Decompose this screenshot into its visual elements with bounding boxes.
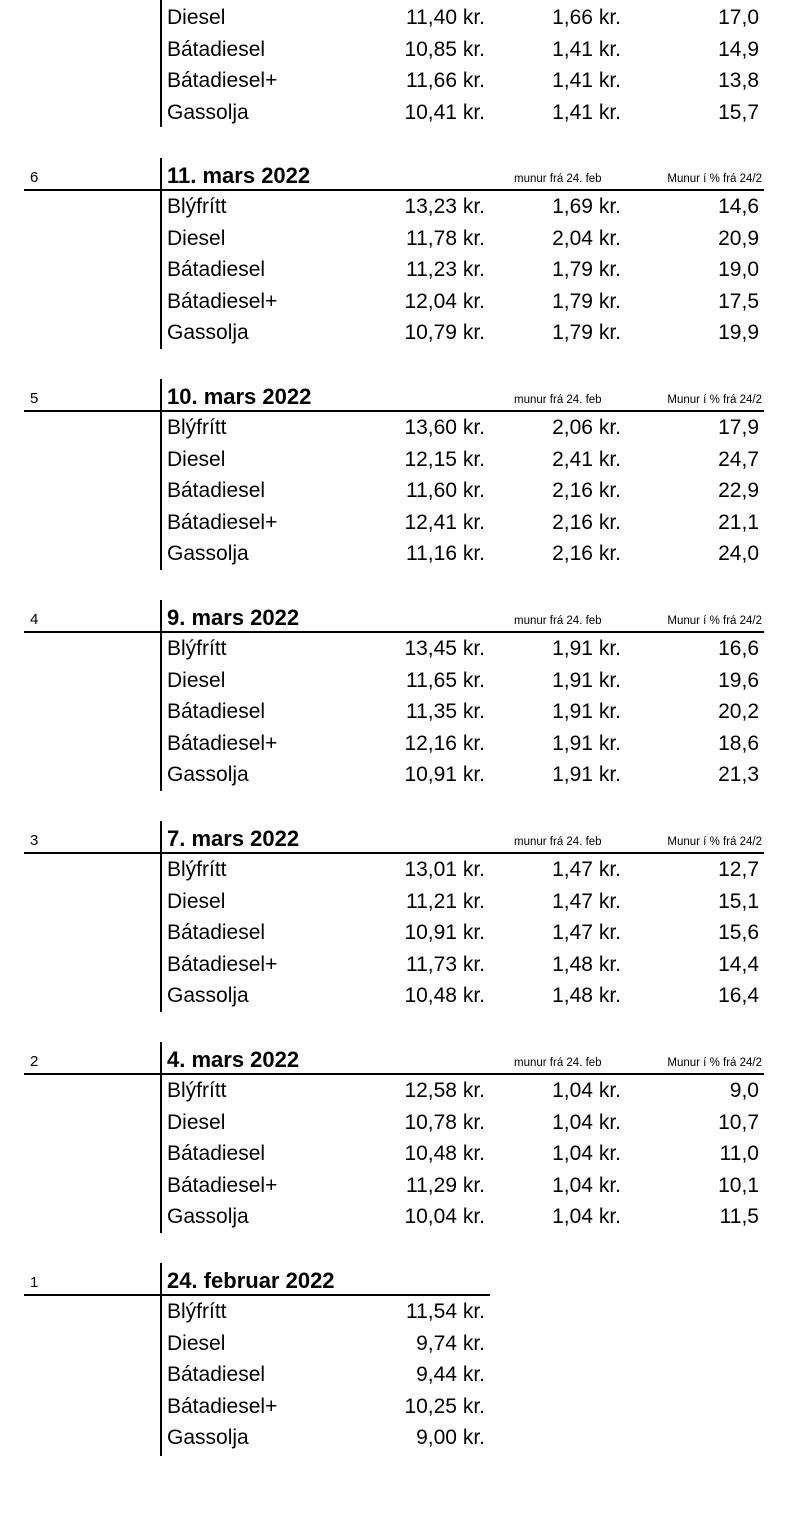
header-underline	[24, 852, 764, 854]
fuel-name: Gassolja	[167, 1205, 249, 1228]
fuel-name: Bátadiesel+	[167, 1173, 278, 1197]
fuel-price: 12,16 kr.	[404, 731, 485, 755]
percent-change: 10,7	[718, 1110, 759, 1134]
column-header-percent: Munur í % frá 24/2	[667, 173, 762, 185]
table-row	[0, 67, 798, 98]
fuel-name: Bátadiesel+	[167, 952, 278, 976]
table-row	[0, 99, 798, 130]
fuel-price: 10,78 kr.	[404, 1110, 485, 1134]
date-heading: 9. mars 2022	[167, 605, 300, 630]
price-difference: 1,69 kr.	[552, 195, 621, 218]
fuel-price: 11,23 kr.	[406, 258, 485, 281]
fuel-name: Gassolja	[167, 100, 249, 124]
table-row	[0, 446, 798, 477]
column-header-percent: Munur í % frá 24/2	[667, 615, 762, 627]
fuel-name: Bátadiesel+	[167, 510, 278, 534]
fuel-name: Bátadiesel	[167, 1142, 266, 1165]
price-difference: 1,04 kr.	[552, 1142, 621, 1165]
fuel-price: 13,45 kr.	[404, 637, 485, 660]
table-row	[0, 540, 798, 571]
percent-change: 9,0	[729, 1079, 759, 1102]
fuel-name: Bátadiesel	[167, 479, 266, 502]
price-difference: 2,16 kr.	[552, 479, 621, 502]
table-row	[0, 288, 798, 319]
price-difference: 1,91 kr.	[552, 763, 621, 786]
fuel-price: 11,21 kr.	[406, 889, 485, 913]
row-number: 1	[30, 1274, 39, 1291]
fuel-price: 11,29 kr.	[406, 1173, 485, 1197]
percent-change: 13,8	[718, 69, 759, 92]
price-difference: 1,79 kr.	[552, 258, 621, 281]
fuel-price: 13,60 kr.	[404, 416, 485, 439]
table-row	[0, 888, 798, 919]
percent-change: 24,0	[718, 542, 759, 565]
row-number: 2	[30, 1053, 39, 1070]
fuel-price: 10,91 kr.	[404, 921, 485, 944]
date-heading: 11. mars 2022	[167, 163, 311, 188]
column-header-percent: Munur í % frá 24/2	[667, 394, 762, 406]
fuel-name: Gassolja	[167, 763, 249, 786]
date-heading: 10. mars 2022	[167, 384, 312, 409]
fuel-name: Bátadiesel	[167, 921, 266, 944]
column-header-difference: munur frá 24. feb	[514, 394, 602, 406]
fuel-name: Gassolja	[167, 321, 249, 344]
fuel-name: Diesel	[167, 1110, 226, 1134]
table-row	[0, 1077, 798, 1108]
price-difference: 1,41 kr.	[552, 69, 621, 92]
price-difference: 2,41 kr.	[552, 447, 621, 471]
fuel-name: Bátadiesel+	[167, 1394, 278, 1418]
fuel-price: 13,01 kr.	[404, 858, 485, 881]
table-row	[0, 1172, 798, 1203]
table-row	[0, 225, 798, 256]
table-row	[0, 667, 798, 698]
table-row	[0, 951, 798, 982]
percent-change: 20,9	[718, 226, 759, 250]
fuel-price: 10,25 kr.	[404, 1394, 485, 1418]
column-header-difference: munur frá 24. feb	[514, 836, 602, 848]
price-difference: 1,04 kr.	[552, 1079, 621, 1102]
price-difference: 1,47 kr.	[552, 889, 621, 913]
percent-change: 15,6	[718, 921, 759, 944]
percent-change: 14,6	[718, 195, 759, 218]
fuel-price: 10,79 kr.	[404, 321, 485, 344]
fuel-name: Diesel	[167, 6, 226, 29]
percent-change: 11,5	[719, 1205, 759, 1228]
percent-change: 15,1	[718, 889, 759, 913]
fuel-name: Gassolja	[167, 542, 249, 565]
row-number: 4	[30, 611, 39, 628]
table-row	[0, 635, 798, 666]
price-difference: 1,04 kr.	[552, 1205, 621, 1228]
fuel-name: Blýfrítt	[167, 195, 227, 218]
fuel-name: Bátadiesel+	[167, 69, 278, 92]
price-difference: 2,16 kr.	[552, 510, 621, 534]
table-row	[0, 698, 798, 729]
table-row	[0, 36, 798, 67]
percent-change: 16,6	[718, 637, 759, 660]
price-difference: 2,04 kr.	[552, 226, 621, 250]
column-header-percent: Munur í % frá 24/2	[667, 1057, 762, 1069]
table-row	[0, 193, 798, 224]
table-row	[0, 414, 798, 445]
fuel-price: 10,85 kr.	[404, 37, 485, 61]
fuel-price: 11,54 kr.	[406, 1300, 485, 1323]
fuel-name: Bátadiesel	[167, 258, 266, 281]
fuel-name: Diesel	[167, 226, 226, 250]
fuel-price: 13,23 kr.	[404, 195, 485, 218]
table-row	[0, 4, 798, 35]
header-underline	[24, 189, 764, 191]
fuel-name: Blýfrítt	[167, 1079, 227, 1102]
price-difference: 1,04 kr.	[552, 1110, 621, 1134]
price-difference: 1,48 kr.	[552, 952, 621, 976]
table-row	[0, 761, 798, 792]
fuel-price: 12,58 kr.	[404, 1079, 485, 1102]
fuel-name: Bátadiesel+	[167, 731, 278, 755]
fuel-name: Gassolja	[167, 1426, 249, 1449]
percent-change: 18,6	[718, 731, 759, 755]
fuel-name: Diesel	[167, 447, 226, 471]
fuel-price: 10,91 kr.	[404, 763, 485, 786]
fuel-name: Blýfrítt	[167, 416, 227, 439]
percent-change: 21,1	[718, 510, 759, 534]
table-row	[0, 730, 798, 761]
fuel-price: 10,48 kr.	[404, 984, 485, 1007]
percent-change: 17,9	[718, 416, 759, 439]
percent-change: 19,0	[718, 258, 759, 281]
fuel-price: 10,48 kr.	[404, 1142, 485, 1165]
percent-change: 16,4	[718, 984, 759, 1007]
table-row	[0, 1393, 798, 1424]
fuel-price: 9,44 kr.	[416, 1363, 485, 1386]
price-difference: 1,79 kr.	[552, 289, 621, 313]
header-underline	[24, 410, 764, 412]
price-difference: 1,41 kr.	[552, 37, 621, 61]
fuel-name: Gassolja	[167, 984, 249, 1007]
percent-change: 17,5	[718, 289, 759, 313]
fuel-price: 10,41 kr.	[404, 100, 485, 124]
header-underline	[24, 1073, 764, 1075]
fuel-name: Bátadiesel	[167, 700, 266, 723]
price-difference: 1,66 kr.	[552, 6, 621, 29]
column-header-difference: munur frá 24. feb	[514, 615, 602, 627]
percent-change: 24,7	[718, 447, 759, 471]
table-row	[0, 1298, 798, 1329]
fuel-price: 12,15 kr.	[404, 447, 485, 471]
table-row	[0, 1140, 798, 1171]
percent-change: 21,3	[718, 763, 759, 786]
price-difference: 1,48 kr.	[552, 984, 621, 1007]
percent-change: 17,0	[718, 6, 759, 29]
fuel-price: 11,73 kr.	[406, 952, 485, 976]
row-number: 3	[30, 832, 39, 849]
table-row	[0, 1109, 798, 1140]
date-heading: 24. februar 2022	[167, 1268, 335, 1293]
fuel-name: Diesel	[167, 668, 226, 692]
percent-change: 19,6	[718, 668, 759, 692]
table-row	[0, 856, 798, 887]
table-row	[0, 509, 798, 540]
date-heading: 4. mars 2022	[167, 1047, 300, 1072]
fuel-price: 12,04 kr.	[404, 289, 485, 313]
percent-change: 10,1	[718, 1173, 759, 1197]
date-heading: 7. mars 2022	[167, 826, 300, 851]
fuel-price: 11,65 kr.	[406, 668, 485, 692]
fuel-price: 11,78 kr.	[406, 226, 485, 250]
fuel-price: 9,74 kr.	[416, 1331, 485, 1355]
table-row	[0, 1361, 798, 1392]
percent-change: 11,0	[719, 1142, 759, 1165]
price-difference: 1,41 kr.	[552, 100, 621, 124]
table-row	[0, 982, 798, 1013]
percent-change: 15,7	[718, 100, 759, 124]
price-difference: 1,91 kr.	[552, 668, 621, 692]
price-difference: 1,91 kr.	[552, 637, 621, 660]
price-difference: 1,47 kr.	[552, 921, 621, 944]
percent-change: 22,9	[718, 479, 759, 502]
price-difference: 1,47 kr.	[552, 858, 621, 881]
table-row	[0, 256, 798, 287]
percent-change: 20,2	[718, 700, 759, 723]
fuel-price: 12,41 kr.	[404, 510, 485, 534]
header-underline	[24, 1294, 490, 1296]
table-row	[0, 919, 798, 950]
table-row	[0, 1424, 798, 1455]
price-difference: 2,16 kr.	[552, 542, 621, 565]
fuel-price: 11,66 kr.	[406, 69, 485, 92]
table-row	[0, 477, 798, 508]
row-number: 6	[30, 169, 39, 186]
price-difference: 1,91 kr.	[552, 700, 621, 723]
percent-change: 14,9	[718, 37, 759, 61]
fuel-price: 11,60 kr.	[406, 479, 485, 502]
column-header-percent: Munur í % frá 24/2	[667, 836, 762, 848]
fuel-name: Bátadiesel	[167, 37, 266, 61]
price-difference: 2,06 kr.	[552, 416, 621, 439]
percent-change: 14,4	[718, 952, 759, 976]
fuel-name: Blýfrítt	[167, 1300, 227, 1323]
column-header-difference: munur frá 24. feb	[514, 1057, 602, 1069]
table-row	[0, 1330, 798, 1361]
price-difference: 1,79 kr.	[552, 321, 621, 344]
table-row	[0, 319, 798, 350]
fuel-name: Diesel	[167, 1331, 226, 1355]
header-underline	[24, 631, 764, 633]
fuel-name: Blýfrítt	[167, 637, 227, 660]
price-difference: 1,91 kr.	[552, 731, 621, 755]
fuel-price: 11,16 kr.	[406, 542, 485, 565]
fuel-price: 11,35 kr.	[406, 700, 485, 723]
fuel-name: Blýfrítt	[167, 858, 227, 881]
percent-change: 19,9	[718, 321, 759, 344]
fuel-price: 11,40 kr.	[406, 6, 485, 29]
price-difference: 1,04 kr.	[552, 1173, 621, 1197]
fuel-name: Bátadiesel	[167, 1363, 266, 1386]
percent-change: 12,7	[718, 858, 759, 881]
row-number: 5	[30, 390, 39, 407]
column-header-difference: munur frá 24. feb	[514, 173, 602, 185]
fuel-price: 10,04 kr.	[404, 1205, 485, 1228]
fuel-name: Bátadiesel+	[167, 289, 278, 313]
table-row	[0, 1203, 798, 1234]
fuel-name: Diesel	[167, 889, 226, 913]
fuel-price: 9,00 kr.	[416, 1426, 485, 1449]
